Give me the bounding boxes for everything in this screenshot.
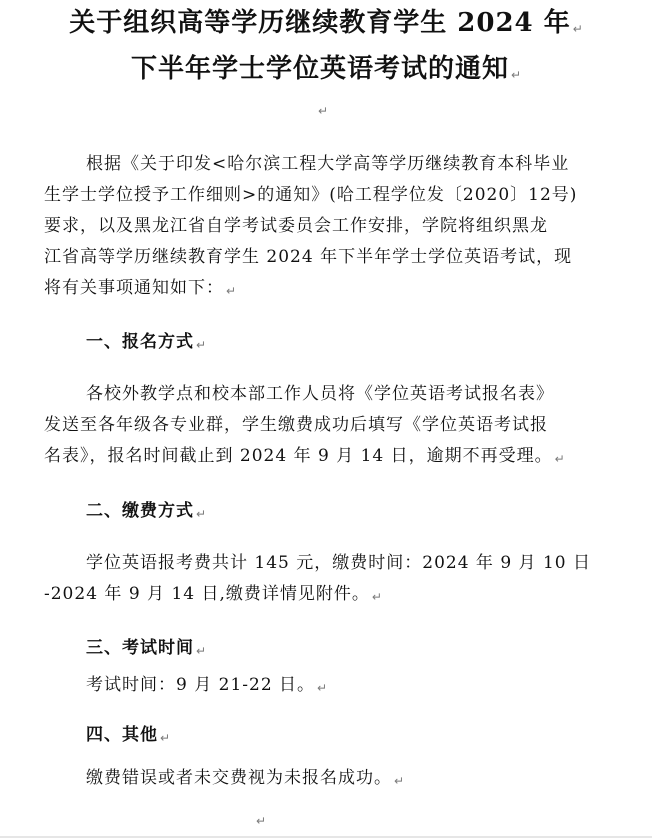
section-payment-line-1: 学位英语报考费共计 145 元，缴费时间：2024 年 9 月 10 日 [86,553,591,573]
section-heading-payment: 二、缴费方式 ↵ [86,501,207,521]
section-payment-line-2: -2024 年 9 月 14 日,缴费详情见附件。 ↵ [44,584,382,604]
paragraph-mark-icon: ↵ [371,590,382,604]
document-title-line-1: 关于组织高等学历继续教育学生 2024 年 ↵ [69,8,583,38]
paragraph-mark-icon: ↵ [554,452,565,466]
paragraph-mark-icon: ↵ [196,644,207,658]
intro-line-5: 将有关事项通知如下： ↵ [44,278,237,298]
paragraph-mark-icon: ↵ [317,681,328,695]
section-registration-line-2: 发送至各年级各专业群，学生缴费成功后填写《学位英语考试报 [44,415,548,435]
paragraph-mark-icon: ↵ [318,104,329,118]
paragraph-mark-icon: ↵ [160,731,171,745]
section-other-line-1: 缴费错误或者未交费视为未报名成功。 ↵ [86,768,405,788]
intro-line-2: 生学士学位授予工作细则>的通知》(哈工程学位发〔2020〕12号) [44,185,578,205]
document-title-line-2: 下半年学士学位英语考试的通知 ↵ [130,54,522,84]
intro-line-4: 江省高等学历继续教育学生 2024 年下半年学士学位英语考试，现 [44,247,573,267]
section-registration-line-1: 各校外教学点和校本部工作人员将《学位英语考试报名表》 [86,384,554,404]
section-heading-registration: 一、报名方式 ↵ [86,332,207,352]
section-exam-time-line-1: 考试时间：9 月 21-22 日。 ↵ [86,675,328,695]
intro-line-1: 根据《关于印发<哈尔滨工程大学高等学历继续教育本科毕业 [86,154,570,174]
paragraph-mark-icon: ↵ [196,507,207,521]
section-registration-line-3: 名表》，报名时间截止到 2024 年 9 月 14 日，逾期不再受理。 ↵ [44,446,565,466]
section-heading-other: 四、其他 ↵ [86,725,171,745]
intro-line-3: 要求，以及黑龙江省自学考试委员会工作安排，学院将组织黑龙 [44,216,548,236]
section-heading-exam-time: 三、考试时间 ↵ [86,638,207,658]
paragraph-mark-icon: ↵ [510,68,522,82]
paragraph-mark-icon: ↵ [394,774,405,788]
paragraph-mark-icon: ↵ [256,814,267,828]
paragraph-mark-icon: ↵ [196,338,207,352]
paragraph-mark-icon: ↵ [572,22,583,36]
paragraph-mark-icon: ↵ [226,284,237,298]
